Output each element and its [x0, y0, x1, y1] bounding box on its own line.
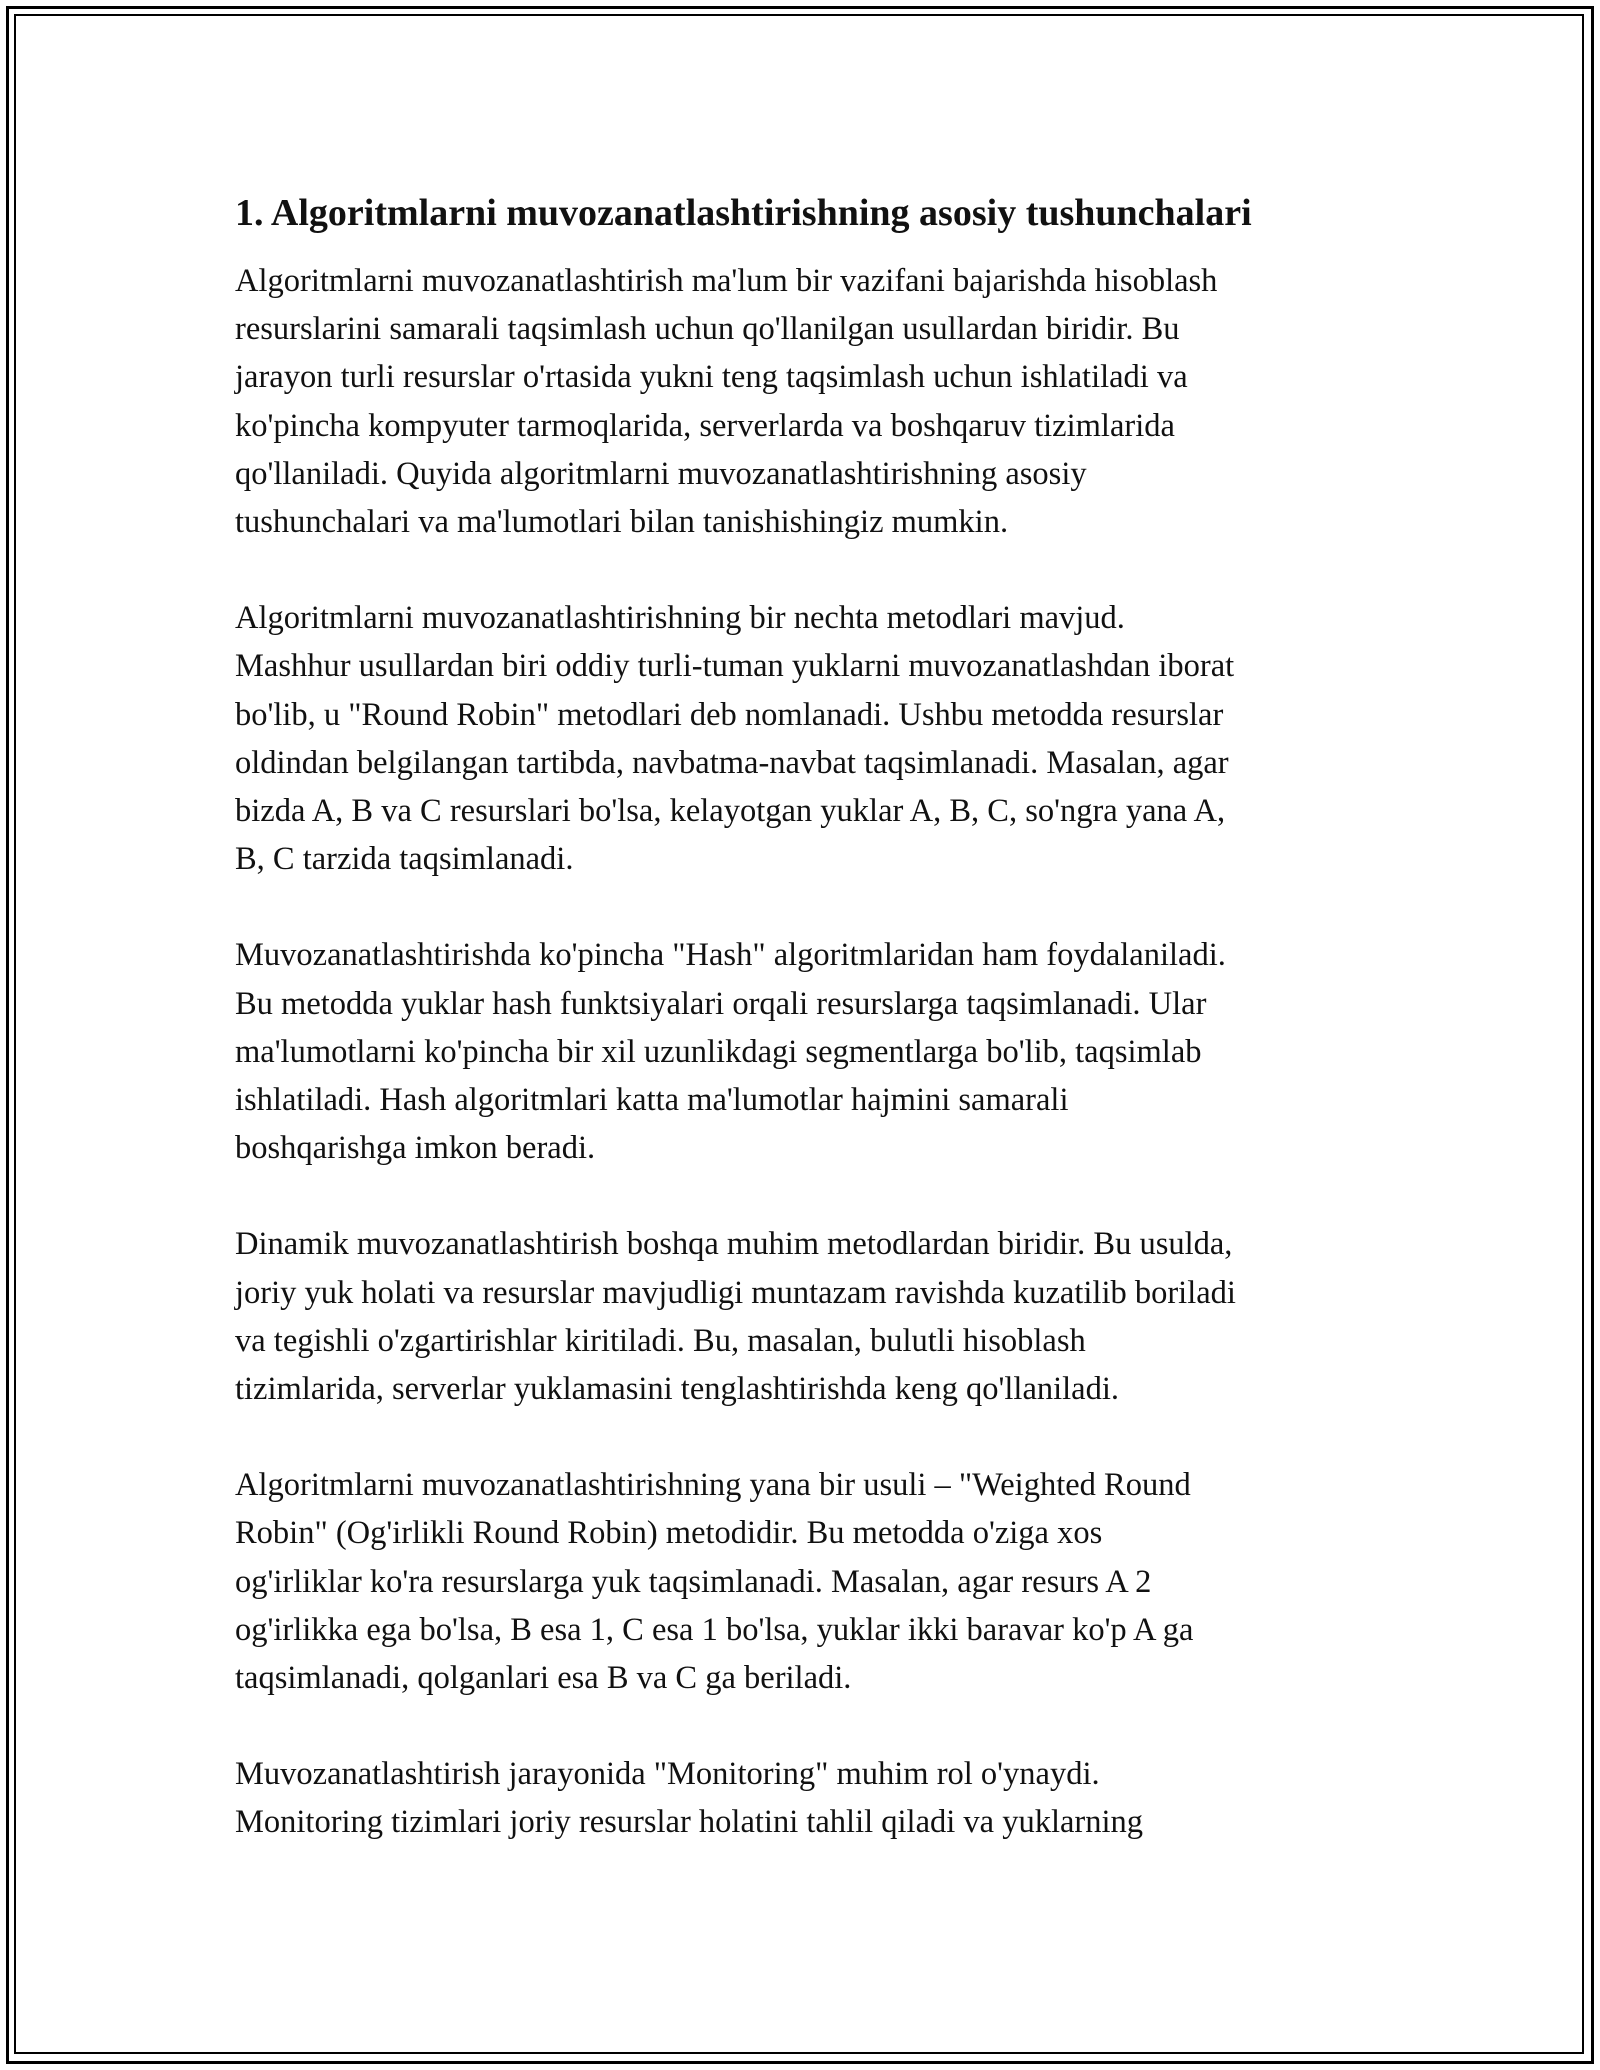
text-line: B, C tarzida taqsimlanadi.	[235, 841, 574, 878]
text-line: joriy yuk holati va resurslar mavjudligi muntazam ravishda kuzatilib boriladi	[235, 1274, 1236, 1311]
text-line: Monitoring tizimlari joriy resurslar holatini tahlil qiladi va yuklarning	[235, 1804, 1144, 1841]
paragraph-weighted-round-robin	[235, 1461, 1375, 1702]
text-line: Muvozanatlashtirishda ko'pincha "Hash" algoritmlaridan ham foydalaniladi.	[235, 937, 1226, 974]
paragraph-intro	[235, 257, 1375, 546]
text-line: resurslarini samarali taqsimlash uchun qo'llanilgan usullardan biridir. Bu	[235, 311, 1180, 348]
text-line: Mashhur usullardan biri oddiy turli-tuman yuklarni muvozanatlashdan iborat	[235, 648, 1235, 685]
text-line: tushunchalari va ma'lumotlari bilan tanishishingiz mumkin.	[235, 504, 1009, 541]
text-line: Muvozanatlashtirish jarayonida "Monitoring" muhim rol o'ynaydi.	[235, 1756, 1100, 1793]
text-line: tizimlarida, serverlar yuklamasini tenglashtirishda keng qo'llaniladi.	[235, 1371, 1120, 1408]
document-body	[235, 188, 1375, 1847]
text-line: Dinamik muvozanatlashtirish boshqa muhim metodlardan biridir. Bu usulda,	[235, 1226, 1233, 1263]
text-line: ko'pincha kompyuter tarmoqlarida, serverlarda va boshqaruv tizimlarida	[235, 407, 1175, 444]
text-line: qo'llaniladi. Quyida algoritmlarni muvozanatlashtirishning asosiy	[235, 455, 1087, 492]
section-heading: 1. Algoritmlarni muvozanatlashtirishning asosiy tushunchalari	[235, 192, 1252, 234]
text-line: taqsimlanadi, qolganlari esa B va C ga beriladi.	[235, 1660, 852, 1697]
text-line: Algoritmlarni muvozanatlashtirish ma'lum bir vazifani bajarishda hisoblash	[235, 263, 1218, 299]
text-line: jarayon turli resurslar o'rtasida yukni teng taqsimlash uchun ishlatiladi va	[235, 359, 1188, 396]
text-line: oldindan belgilangan tartibda, navbatma-navbat taqsimlanadi. Masalan, agar	[235, 744, 1229, 781]
text-line: og'irliklar ko'ra resurslarga yuk taqsimlanadi. Masalan, agar resurs A 2	[235, 1563, 1152, 1600]
text-line: Algoritmlarni muvozanatlashtirishning bir nechta metodlari mavjud.	[235, 600, 1125, 637]
text-line: bo'lib, u "Round Robin" metodlari deb nomlanadi. Ushbu metodda resurslar	[235, 696, 1224, 733]
text-line: ishlatiladi. Hash algoritmlari katta ma'lumotlar hajmini samarali	[235, 1082, 1069, 1119]
paragraph-round-robin	[235, 594, 1375, 883]
text-line: va tegishli o'zgartirishlar kiritiladi. Bu, masalan, bulutli hisoblash	[235, 1322, 1086, 1359]
paragraph-dynamic	[235, 1220, 1375, 1413]
text-line: Robin" (Og'irlikli Round Robin) metodidir. Bu metodda o'ziga xos	[235, 1515, 1103, 1552]
text-line: ma'lumotlarni ko'pincha bir xil uzunlikdagi segmentlarga bo'lib, taqsimlab	[235, 1033, 1202, 1070]
text-line: bizda A, B va C resurslari bo'lsa, kelayotgan yuklar A, B, C, so'ngra yana A,	[235, 793, 1226, 830]
text-line: og'irlikka ega bo'lsa, B esa 1, C esa 1 bo'lsa, yuklar ikki baravar ko'p A ga	[235, 1611, 1194, 1648]
paragraph-hash	[235, 931, 1375, 1172]
text-line: Bu metodda yuklar hash funktsiyalari orqali resurslarga taqsimlanadi. Ular	[235, 985, 1207, 1022]
paragraph-monitoring	[235, 1750, 1375, 1846]
text-line: Algoritmlarni muvozanatlashtirishning yana bir usuli – "Weighted Round	[235, 1467, 1191, 1504]
text-line: boshqarishga imkon beradi.	[235, 1130, 596, 1167]
